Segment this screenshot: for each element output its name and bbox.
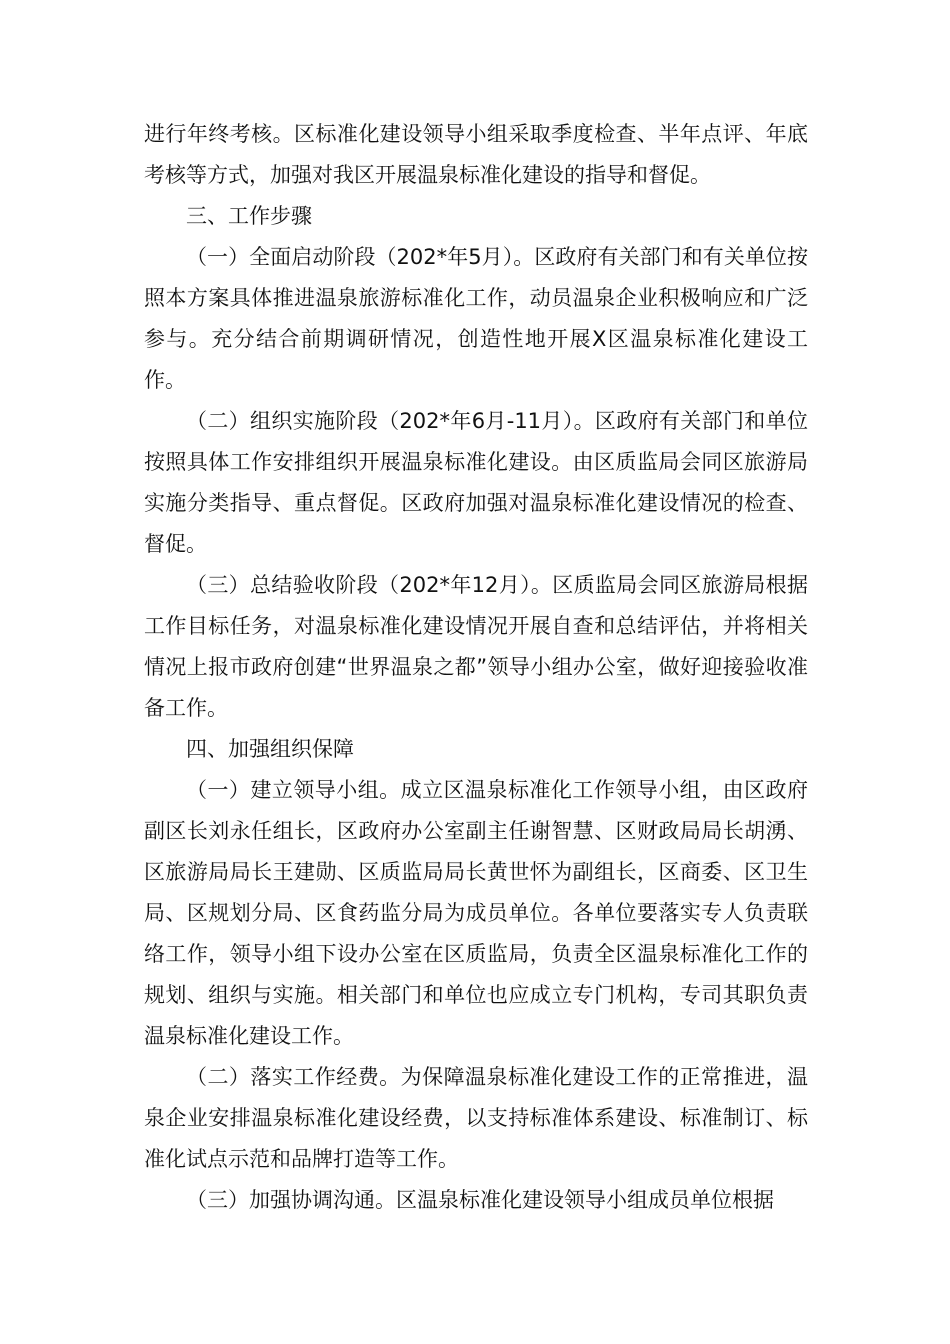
paragraph-leading-group: （一）建立领导小组。成立区温泉标准化工作领导小组，由区政府副区长刘永任组长，区政府办公室副主任谢智慧、区财政局局长胡湧、区旅游局局长王建勋、区质监局局长黄世怀为副组长，区商委、区卫生局、区规划分局、区食药监分局为成员单位。各单位要落实专人负责联络工作，领导小组下设办公室在区质监局，负责全区温泉标准化工作的规划、组织与实施。相关部门和单位也应成立专门机构，专司其职负责温泉标准化建设工作。 bbox=[144, 778, 808, 1048]
section-heading-work-steps: 三、工作步骤 bbox=[186, 204, 312, 228]
section-heading-organizational-support: 四、加强组织保障 bbox=[186, 737, 354, 761]
paragraph-acceptance-phase: （三）总结验收阶段（202*年12月）。区质监局会同区旅游局根据工作目标任务，对温泉标准化建设情况开展自查和总结评估，并将相关情况上报市政府创建“世界温泉之都”领导小组办公室，做好迎接验收准备工作。 bbox=[144, 573, 808, 720]
document-body bbox=[144, 114, 808, 1221]
paragraph-implementation-phase: （二）组织实施阶段（202*年6月-11月）。区政府有关部门和单位按照具体工作安排组织开展温泉标准化建设。由区质监局会同区旅游局实施分类指导、重点督促。区政府加强对温泉标准化建设情况的检查、督促。 bbox=[144, 409, 808, 556]
paragraph-annual-assessment: 进行年终考核。区标准化建设领导小组采取季度检查、半年点评、年底考核等方式，加强对我区开展温泉标准化建设的指导和督促。 bbox=[144, 122, 808, 187]
paragraph-launch-phase: （一）全面启动阶段（202*年5月）。区政府有关部门和有关单位按照本方案具体推进温泉旅游标准化工作，动员温泉企业积极响应和广泛参与。充分结合前期调研情况，创造性地开展X区温泉标准化建设工作。 bbox=[144, 245, 808, 392]
paragraph-coordination: （三）加强协调沟通。区温泉标准化建设领导小组成员单位根据 bbox=[186, 1188, 774, 1212]
paragraph-funding: （二）落实工作经费。为保障温泉标准化建设工作的正常推进，温泉企业安排温泉标准化建设经费，以支持标准体系建设、标准制订、标准化试点示范和品牌打造等工作。 bbox=[144, 1065, 808, 1171]
